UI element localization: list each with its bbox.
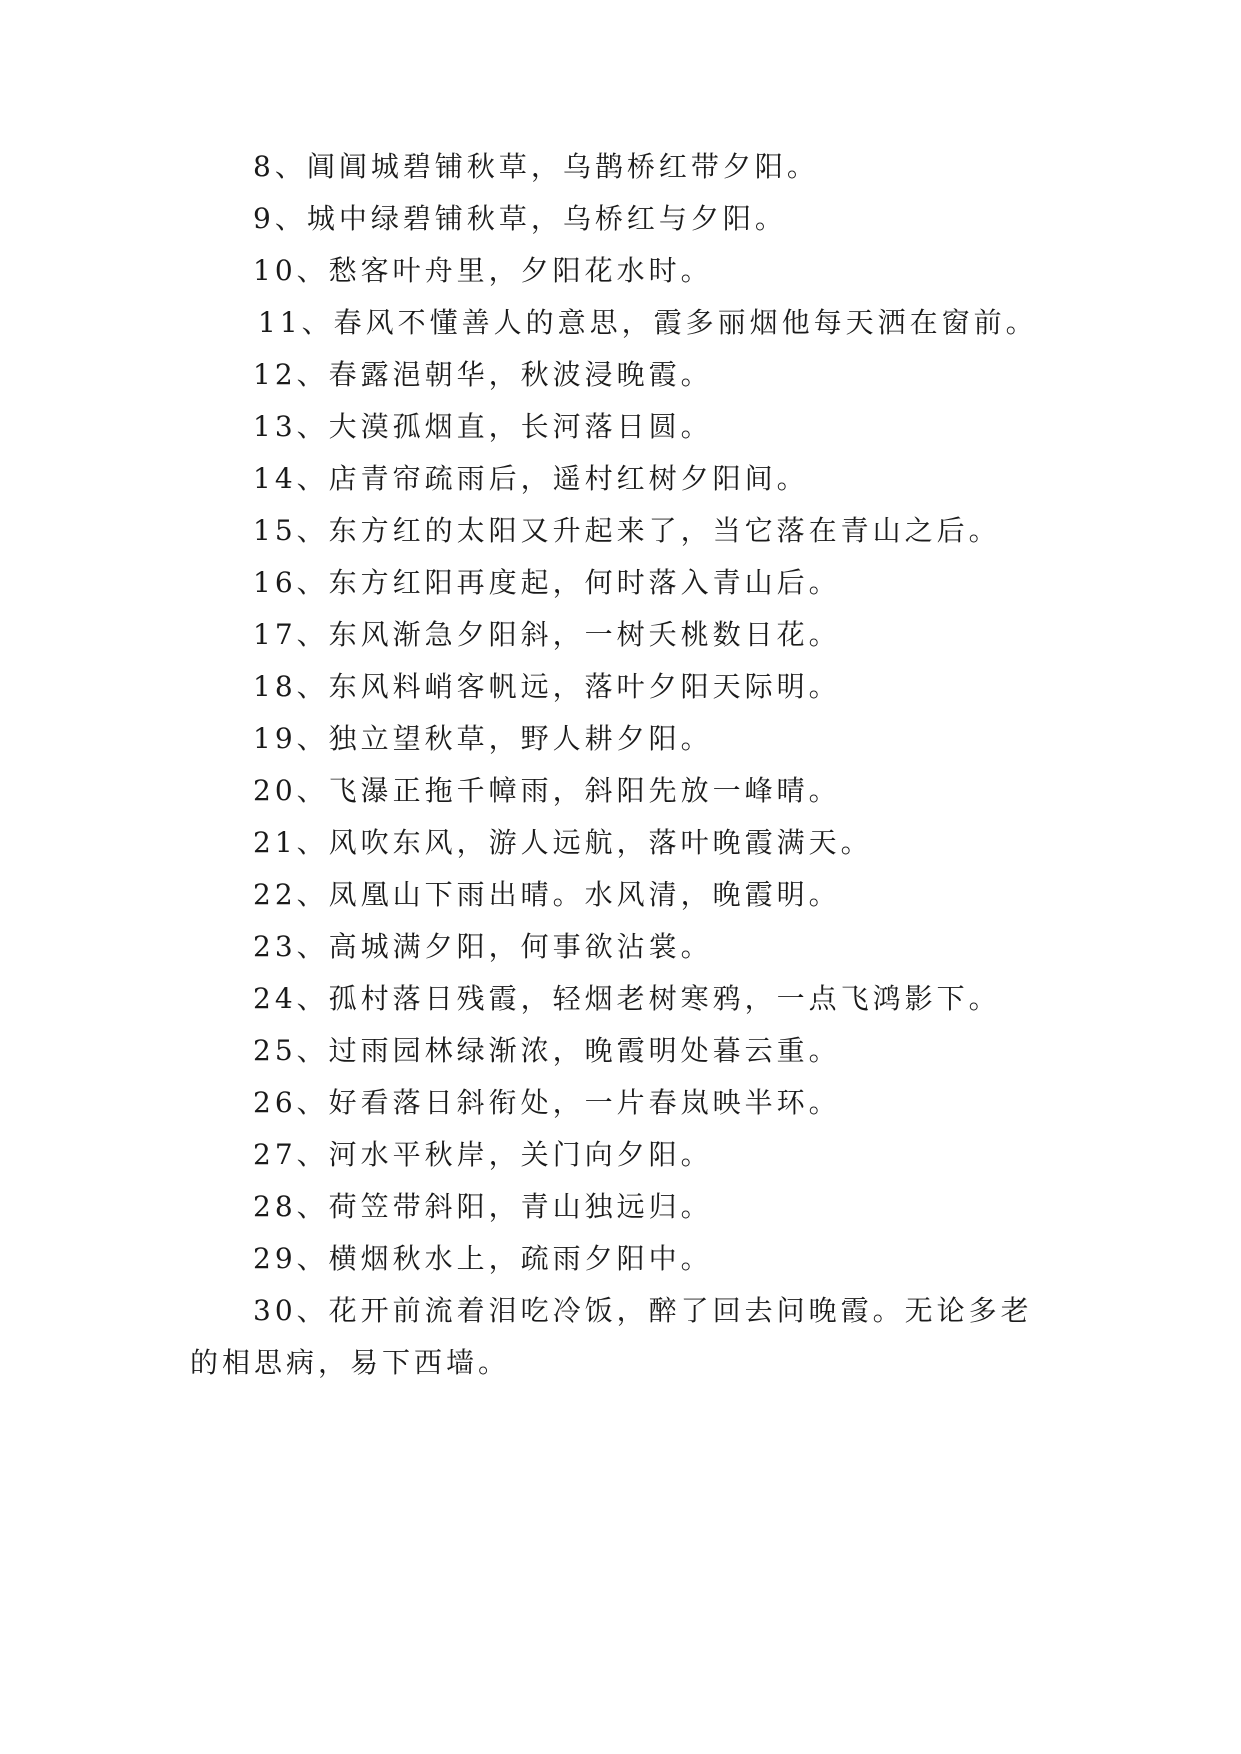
list-item: 27、河水平秋岸，关门向夕阳。 bbox=[253, 1138, 713, 1171]
list-item: 14、店青帘疏雨后，遥村红树夕阳间。 bbox=[253, 462, 809, 495]
list-item: 11、春风不懂善人的意思，霞多丽烟他每天洒在窗前。 bbox=[258, 306, 1038, 339]
list-item: 17、东风渐急夕阳斜，一树夭桃数日花。 bbox=[253, 618, 841, 651]
list-item: 24、孤村落日残霞，轻烟老树寒鸦，一点飞鸿影下。 bbox=[253, 982, 1001, 1015]
list-item: 13、大漠孤烟直，长河落日圆。 bbox=[253, 410, 713, 443]
list-item-continuation: 的相思病，易下西墙。 bbox=[190, 1346, 511, 1379]
list-item: 10、愁客叶舟里，夕阳花水时。 bbox=[253, 254, 713, 287]
list-item: 18、东风料峭客帆远，落叶夕阳天际明。 bbox=[253, 670, 841, 703]
list-item: 15、东方红的太阳又升起来了，当它落在青山之后。 bbox=[253, 514, 1001, 547]
list-item: 28、荷笠带斜阳，青山独远归。 bbox=[253, 1190, 713, 1223]
list-item: 12、春露浥朝华，秋波浸晚霞。 bbox=[253, 358, 713, 391]
list-item: 30、花开前流着泪吃冷饭，醉了回去问晚霞。无论多老 bbox=[253, 1294, 1033, 1327]
list-item: 20、飞瀑正拖千幛雨，斜阳先放一峰晴。 bbox=[253, 774, 841, 807]
list-item: 19、独立望秋草，野人耕夕阳。 bbox=[253, 722, 713, 755]
list-item: 16、东方红阳再度起，何时落入青山后。 bbox=[253, 566, 841, 599]
list-item: 23、高城满夕阳，何事欲沾裳。 bbox=[253, 930, 713, 963]
list-item: 8、阊阊城碧铺秋草，乌鹊桥红带夕阳。 bbox=[253, 150, 819, 183]
list-item: 22、凤凰山下雨出晴。水风清，晚霞明。 bbox=[253, 878, 841, 911]
list-item: 26、好看落日斜衔处，一片春岚映半环。 bbox=[253, 1086, 841, 1119]
list-item: 21、风吹东风，游人远航，落叶晚霞满天。 bbox=[253, 826, 873, 859]
list-item: 29、横烟秋水上，疏雨夕阳中。 bbox=[253, 1242, 713, 1275]
list-item: 9、城中绿碧铺秋草，乌桥红与夕阳。 bbox=[253, 202, 787, 235]
list-item: 25、过雨园林绿渐浓，晚霞明处暮云重。 bbox=[253, 1034, 841, 1067]
